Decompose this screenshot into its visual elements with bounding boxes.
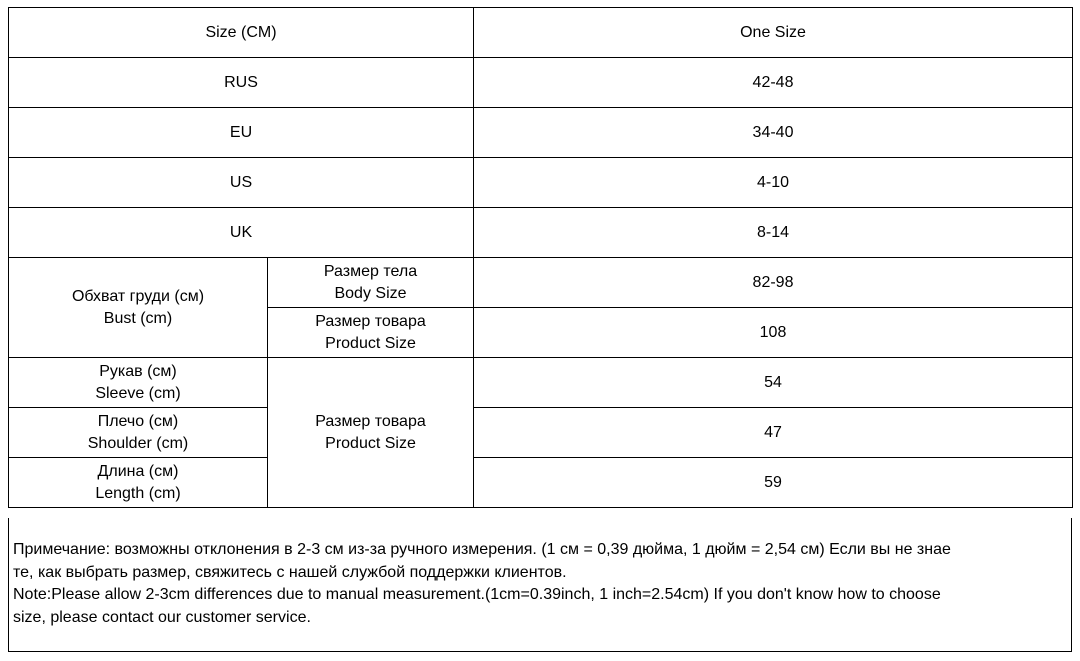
table-row — [9, 458, 1073, 508]
note-line-en-2: size, please contact our customer service. — [13, 608, 311, 626]
table-row — [9, 208, 1073, 258]
size-system-label: RUS — [9, 58, 474, 108]
size-system-label: US — [9, 158, 474, 208]
sleeve-label: Рукав (см) Sleeve (cm) — [9, 358, 268, 408]
size-system-value: 34-40 — [474, 108, 1073, 158]
size-system-value: 8-14 — [474, 208, 1073, 258]
length-label: Длина (см) Length (cm) — [9, 458, 268, 508]
shoulder-label: Плечо (см) Shoulder (cm) — [9, 408, 268, 458]
table-row — [9, 258, 1073, 308]
table-row — [9, 108, 1073, 158]
shoulder-value: 47 — [474, 408, 1073, 458]
size-system-label: UK — [9, 208, 474, 258]
size-chart-table — [8, 7, 1073, 508]
product-size-group-label: Размер товара Product Size — [268, 358, 474, 508]
table-row — [9, 58, 1073, 108]
header-value-cell: One Size — [474, 8, 1073, 58]
product-size-label: Размер товара Product Size — [268, 308, 474, 358]
size-system-value: 4-10 — [474, 158, 1073, 208]
note-line-ru-2: те, как выбрать размер, свяжитесь с нашей службой поддержки клиентов. — [13, 563, 567, 581]
header-label-cell: Size (CM) — [9, 8, 474, 58]
size-system-value: 42-48 — [474, 58, 1073, 108]
bust-label: Обхват груди (см) Bust (cm) — [9, 258, 268, 358]
body-size-label: Размер тела Body Size — [268, 258, 474, 308]
note-line-en-1: Note:Please allow 2-3cm differences due to manual measurement.(1cm=0.39inch, 1 inch=2.54cm) If you don't know how to choose — [13, 586, 941, 603]
table-row — [9, 158, 1073, 208]
body-size-value: 82-98 — [474, 258, 1073, 308]
measurement-note — [8, 518, 1072, 652]
table-row — [9, 408, 1073, 458]
header-row — [9, 8, 1073, 58]
product-size-value: 108 — [474, 308, 1073, 358]
note-line-ru-1: Примечание: возможны отклонения в 2-3 см из-за ручного измерения. (1 см = 0,39 дюйма, 1 дюйм = 2,54 см) Если вы не знае — [13, 541, 951, 558]
table-row — [9, 358, 1073, 408]
size-system-label: EU — [9, 108, 474, 158]
sleeve-value: 54 — [474, 358, 1073, 408]
length-value: 59 — [474, 458, 1073, 508]
